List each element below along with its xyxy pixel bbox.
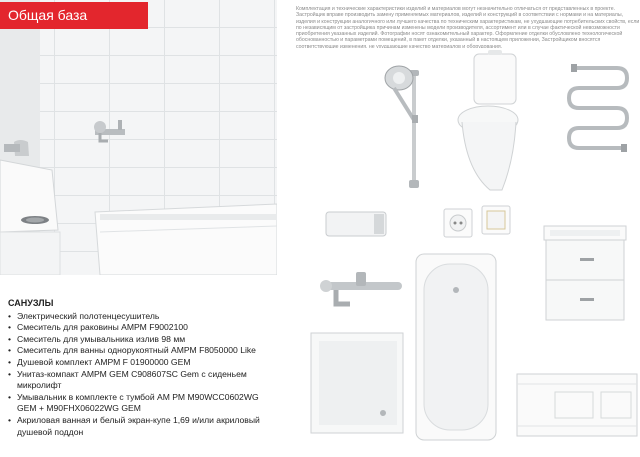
bathtub-image: [412, 250, 500, 445]
section-badge: Общая база: [0, 2, 148, 29]
spec-items: [8, 311, 270, 439]
spec-item: • Акриловая ванная и белый экран-купе 1,69 и/или акриловый душевой поддон: [8, 415, 270, 438]
panel-profile-image: [322, 208, 392, 243]
spec-item: • Умывальник в комплекте с тумбой АМ РМ M90WCC0602WG GEM + M90FHX06022WG GEM: [8, 392, 270, 415]
spec-heading: САНУЗЛЫ: [8, 298, 54, 308]
socket-image: [443, 208, 473, 238]
spec-item: • Унитаз-компакт АМРМ GEM C908607SC Gem с сиденьем микролифт: [8, 369, 270, 392]
toilet-image: [452, 50, 524, 200]
spec-item: • Смеситель для раковины АМРМ F9002100: [8, 322, 270, 334]
spec-item: • Электрический полотенцесушитель: [8, 311, 270, 323]
shower-tray-image: [305, 325, 410, 440]
vanity-image: [540, 220, 630, 340]
shower-set-image: [376, 60, 436, 195]
disclaimer-text: Комплектация и технические характеристики изделий и материалов могут незначительно отличаться от представленных в проекте. Застройщик вправе производить замену применяемых материалов, изделий и конструкций в соответствии с нормами и на материалы, изделия и конструкции аналогичного или лучшего качества по техническим характеристикам, не ухудшающие потребительских свойств, если по независящим от застройщика причинам изменены модели производителя, ассортимент или в случае фактической невозможности приобретения указанных изделий. Фотографии носят ознакомительный характер. Оформление отделки обусловлено технологической обоснованностью и параметрами помещений, в пакет отделки, указанный в настоящем приложении, Застройщиком вносятся соответствующие изменения, не ухудшающие качество материалов и оборудования.: [296, 6, 640, 48]
spec-item: • Душевой комплект АМРМ F 01900000 GEM: [8, 357, 270, 369]
bath-mixer-image: [316, 268, 406, 313]
spec-list: [8, 298, 270, 438]
spec-item: • Смеситель для ванны однорукоятный АМРМ F8050000 Like: [8, 345, 270, 357]
towel-warmer-image: [565, 60, 635, 155]
spec-item: • Смеситель для умывальника излив 98 мм: [8, 334, 270, 346]
bath-screen-image: [515, 372, 640, 440]
switch-image: [481, 205, 511, 235]
bathroom-photo: [0, 0, 277, 275]
